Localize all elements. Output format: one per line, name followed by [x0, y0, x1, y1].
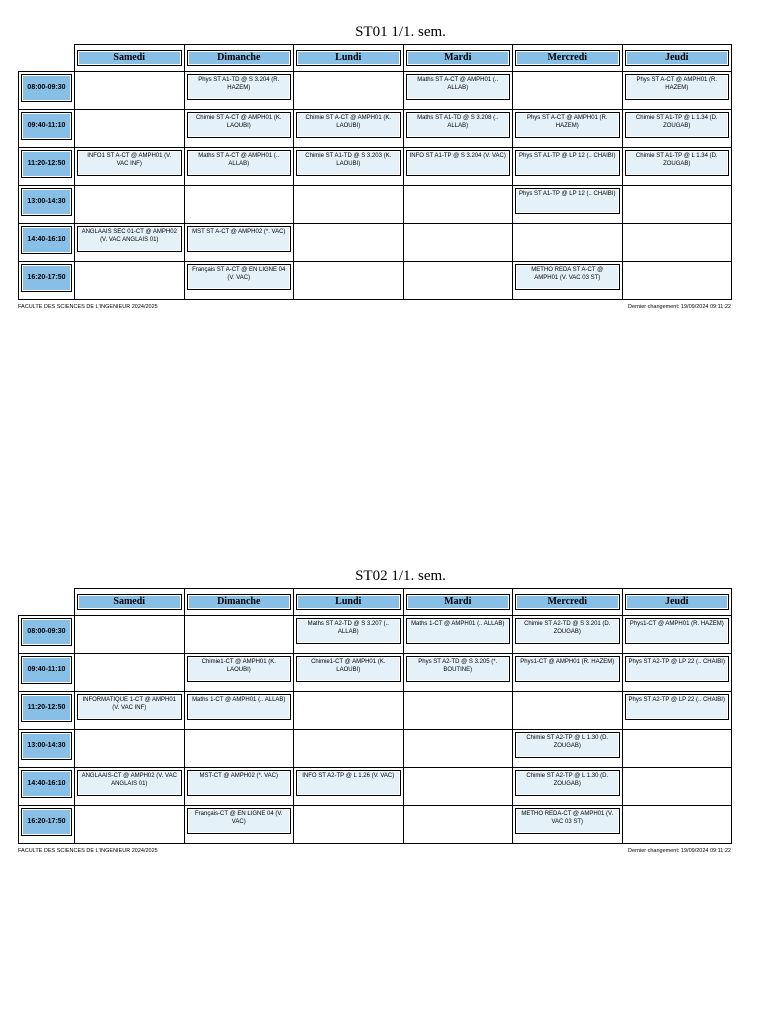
schedule-cell	[403, 692, 513, 730]
time-cell	[19, 730, 75, 768]
course-entry: Français ST A-CT @ EN LIGNE 04 (V. VAC)	[187, 264, 292, 290]
time-cell	[19, 224, 75, 262]
day-header	[622, 589, 732, 616]
course-entry: Phys ST A1-TP @ LP 12 (.. CHAIBI)	[515, 150, 620, 176]
course-entry: Phys ST A1-TD @ S 3.204 (R. HAZEM)	[187, 74, 292, 100]
schedule-cell	[403, 72, 513, 110]
schedule-cell	[184, 262, 294, 300]
schedule-cell	[403, 224, 513, 262]
schedule-cell	[294, 148, 404, 186]
course-entry: INFO ST A2-TP @ L 1.26 (V. VAC)	[296, 770, 401, 796]
schedule-cell	[513, 262, 623, 300]
schedule-cell	[513, 806, 623, 844]
schedule-cell	[622, 262, 732, 300]
time-slot-row	[19, 768, 732, 806]
schedule-cell	[75, 186, 185, 224]
day-header	[294, 45, 404, 72]
course-entry: INFO1 ST A-CT @ AMPH01 (V. VAC INF)	[77, 150, 182, 176]
time-slot-label: 11:20-12:50	[21, 150, 72, 178]
day-header	[403, 45, 513, 72]
time-cell	[19, 262, 75, 300]
course-entry: Phys ST A-CT @ AMPH01 (R. HAZEM)	[515, 112, 620, 138]
course-entry: ANGLAAIS-CT @ AMPH02 (V. VAC ANGLAIS 01)	[77, 770, 182, 796]
time-slot-label: 16:20-17:50	[21, 264, 72, 292]
course-entry: Chimie ST A1-TP @ L 1.34 (D. ZOUGAB)	[625, 112, 730, 138]
schedule-cell	[513, 616, 623, 654]
schedule-cell	[403, 262, 513, 300]
schedule-cell	[622, 806, 732, 844]
schedule-cell	[184, 148, 294, 186]
schedule-cell	[513, 72, 623, 110]
schedule-cell	[622, 730, 732, 768]
time-slot-label: 13:00-14:30	[21, 188, 72, 216]
course-entry: ANGLAAIS SEC 01-CT @ AMPH02 (V. VAC ANGLAIS 01)	[77, 226, 182, 252]
time-slot-row	[19, 72, 732, 110]
time-slot-row	[19, 654, 732, 692]
day-header	[513, 589, 623, 616]
schedule-cell	[75, 72, 185, 110]
course-entry: Maths ST A1-TD @ S 3.208 (.. ALLAB)	[406, 112, 511, 138]
corner-cell	[19, 45, 75, 72]
course-entry: Maths ST A2-TD @ S 3.207 (.. ALLAB)	[296, 618, 401, 644]
schedule-cell	[184, 692, 294, 730]
schedule-cell	[403, 148, 513, 186]
time-slot-row	[19, 110, 732, 148]
time-slot-row	[19, 730, 732, 768]
time-cell	[19, 616, 75, 654]
schedule-cell	[294, 72, 404, 110]
course-entry: Chimie1-CT @ AMPH01 (K. LAOUBI)	[296, 656, 401, 682]
schedule-cell	[622, 616, 732, 654]
time-cell	[19, 186, 75, 224]
schedule-cell	[75, 148, 185, 186]
time-slot-row	[19, 806, 732, 844]
course-entry: Maths ST A-CT @ AMPH01 (.. ALLAB)	[406, 74, 511, 100]
time-cell	[19, 110, 75, 148]
day-header	[184, 45, 294, 72]
day-header	[75, 589, 185, 616]
schedule-cell	[513, 186, 623, 224]
day-label: Dimanche	[187, 594, 292, 610]
timetable-body	[19, 72, 732, 300]
schedule-cell	[184, 616, 294, 654]
schedule-cell	[294, 262, 404, 300]
time-slot-label: 08:00-09:30	[21, 74, 72, 102]
schedule-cell	[622, 768, 732, 806]
schedule-cell	[294, 730, 404, 768]
schedule-cell	[513, 110, 623, 148]
faculty-label: FACULTE DES SCIENCES DE L'INGENIEUR 2024/2025	[18, 848, 158, 854]
schedule-cell	[75, 768, 185, 806]
schedule-cell	[184, 110, 294, 148]
schedule-cell	[184, 768, 294, 806]
schedule-cell	[513, 224, 623, 262]
schedule-cell	[294, 654, 404, 692]
time-cell	[19, 654, 75, 692]
course-entry: Français-CT @ EN LIGNE 04 (V. VAC)	[187, 808, 292, 834]
course-entry: Phys ST A1-TP @ LP 12 (.. CHAIBI)	[515, 188, 620, 214]
day-header	[184, 589, 294, 616]
course-entry: Phys ST A2-TD @ S 3.205 (*. BOUTINE)	[406, 656, 511, 682]
schedule-cell	[294, 616, 404, 654]
schedule-cell	[403, 730, 513, 768]
time-slot-label: 11:20-12:50	[21, 694, 72, 722]
timetable-body	[19, 616, 732, 844]
course-entry: Chimie1-CT @ AMPH01 (K. LAOUBI)	[187, 656, 292, 682]
schedule-cell	[75, 110, 185, 148]
time-slot-row	[19, 616, 732, 654]
schedule-cell	[513, 692, 623, 730]
course-entry: Chimie ST A2-TD @ S 3.201 (D. ZOUGAB)	[515, 618, 620, 644]
schedule-cell	[403, 616, 513, 654]
course-entry: INFORMATIQUE 1-CT @ AMPH01 (V. VAC INF)	[77, 694, 182, 720]
schedule-cell	[75, 692, 185, 730]
time-slot-label: 09:40-11:10	[21, 112, 72, 140]
faculty-label: FACULTE DES SCIENCES DE L'INGENIEUR 2024/2025	[18, 304, 158, 310]
course-entry: Chimie ST A2-TP @ L 1.30 (D. ZOUGAB)	[515, 770, 620, 796]
schedule-cell	[403, 806, 513, 844]
time-slot-row	[19, 692, 732, 730]
schedule-cell	[75, 224, 185, 262]
course-entry: Chimie ST A-CT @ AMPH01 (K. LAOUBI)	[187, 112, 292, 138]
day-header	[513, 45, 623, 72]
schedule-cell	[622, 148, 732, 186]
schedule-cell	[75, 806, 185, 844]
timetable-title: ST02 1/1. sem.	[355, 568, 446, 584]
day-label: Mercredi	[515, 50, 620, 66]
schedule-cell	[294, 692, 404, 730]
schedule-cell	[513, 730, 623, 768]
schedule-cell	[622, 110, 732, 148]
course-entry: INFO ST A1-TP @ S 3.204 (V. VAC)	[406, 150, 511, 176]
schedule-cell	[513, 654, 623, 692]
course-entry: Phys ST A2-TP @ LP 22 (.. CHAIBI)	[625, 694, 730, 720]
timetable-footer	[18, 304, 731, 314]
course-entry: Phys ST A2-TP @ LP 22 (.. CHAIBI)	[625, 656, 730, 682]
schedule-cell	[294, 806, 404, 844]
time-slot-label: 14:40-16:10	[21, 770, 72, 798]
schedule-cell	[294, 186, 404, 224]
schedule-cell	[75, 616, 185, 654]
course-entry: Chimie ST A1-TD @ S 3.203 (K. LAOUBI)	[296, 150, 401, 176]
day-label: Mardi	[406, 50, 511, 66]
time-cell	[19, 692, 75, 730]
schedule-cell	[622, 72, 732, 110]
course-entry: Chimie ST A2-TP @ L 1.30 (D. ZOUGAB)	[515, 732, 620, 758]
time-slot-row	[19, 186, 732, 224]
day-label: Jeudi	[625, 594, 730, 610]
course-entry: Phys1-CT @ AMPH01 (R. HAZEM)	[515, 656, 620, 682]
day-label: Samedi	[77, 50, 182, 66]
timetable-st01	[18, 22, 731, 314]
schedule-cell	[75, 730, 185, 768]
time-slot-label: 08:00-09:30	[21, 618, 72, 646]
course-entry: Chimie ST A1-TP @ L 1.34 (D. ZOUGAB)	[625, 150, 730, 176]
schedule-cell	[184, 186, 294, 224]
schedule-cell	[75, 262, 185, 300]
timetable-grid	[18, 588, 732, 844]
time-slot-row	[19, 224, 732, 262]
timetable-grid	[18, 44, 732, 300]
timetable-footer	[18, 848, 731, 858]
course-entry: Maths ST A-CT @ AMPH01 (.. ALLAB)	[187, 150, 292, 176]
time-cell	[19, 148, 75, 186]
schedule-cell	[75, 654, 185, 692]
time-slot-label: 16:20-17:50	[21, 808, 72, 836]
day-label: Lundi	[296, 50, 401, 66]
day-label: Jeudi	[625, 50, 730, 66]
time-slot-row	[19, 262, 732, 300]
schedule-cell	[513, 768, 623, 806]
day-label: Lundi	[296, 594, 401, 610]
time-slot-row	[19, 148, 732, 186]
schedule-cell	[403, 654, 513, 692]
schedule-cell	[622, 224, 732, 262]
course-entry: Chimie ST A-CT @ AMPH01 (K. LAOUBI)	[296, 112, 401, 138]
schedule-cell	[403, 186, 513, 224]
course-entry: MST-CT @ AMPH02 (*. VAC)	[187, 770, 292, 796]
time-slot-label: 09:40-11:10	[21, 656, 72, 684]
schedule-cell	[622, 692, 732, 730]
schedule-cell	[513, 148, 623, 186]
corner-cell	[19, 589, 75, 616]
timetable-title: ST01 1/1. sem.	[355, 24, 446, 40]
schedule-cell	[184, 730, 294, 768]
last-change-label: Dernier changement: 19/09/2024 09:11:22	[628, 304, 731, 310]
schedule-cell	[184, 224, 294, 262]
course-entry: METHO REDA ST A-CT @ AMPH01 (V. VAC 03 ST)	[515, 264, 620, 290]
time-cell	[19, 806, 75, 844]
timetable-st02	[18, 566, 731, 858]
schedule-cell	[294, 768, 404, 806]
time-slot-label: 13:00-14:30	[21, 732, 72, 760]
course-entry: METHO REDA-CT @ AMPH01 (V. VAC 03 ST)	[515, 808, 620, 834]
day-header	[403, 589, 513, 616]
day-label: Mardi	[406, 594, 511, 610]
day-header	[294, 589, 404, 616]
day-label: Samedi	[77, 594, 182, 610]
course-entry: Phys1-CT @ AMPH01 (R. HAZEM)	[625, 618, 730, 644]
schedule-cell	[294, 110, 404, 148]
course-entry: Maths 1-CT @ AMPH01 (.. ALLAB)	[406, 618, 511, 644]
schedule-cell	[403, 768, 513, 806]
schedule-cell	[294, 224, 404, 262]
day-label: Dimanche	[187, 50, 292, 66]
schedule-cell	[403, 110, 513, 148]
day-label: Mercredi	[515, 594, 620, 610]
schedule-cell	[184, 72, 294, 110]
course-entry: MST ST A-CT @ AMPH02 (*. VAC)	[187, 226, 292, 252]
time-slot-label: 14:40-16:10	[21, 226, 72, 254]
day-header	[622, 45, 732, 72]
course-entry: Maths 1-CT @ AMPH01 (.. ALLAB)	[187, 694, 292, 720]
course-entry: Phys ST A-CT @ AMPH01 (R. HAZEM)	[625, 74, 730, 100]
schedule-cell	[622, 186, 732, 224]
time-cell	[19, 768, 75, 806]
day-header	[75, 45, 185, 72]
schedule-cell	[622, 654, 732, 692]
time-cell	[19, 72, 75, 110]
schedule-cell	[184, 806, 294, 844]
last-change-label: Dernier changement: 19/09/2024 09:11:22	[628, 848, 731, 854]
schedule-cell	[184, 654, 294, 692]
